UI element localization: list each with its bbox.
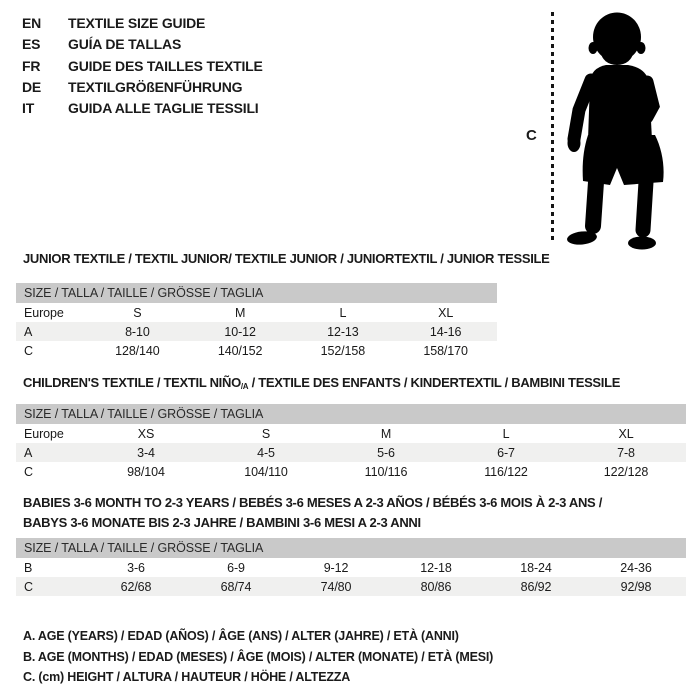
row-label: A <box>24 324 33 339</box>
size-cell: 4-5 <box>257 445 275 460</box>
height-measure-dotted-line <box>551 12 554 244</box>
size-cell: 92/98 <box>620 579 652 594</box>
language-row <box>22 98 263 119</box>
size-cell: 7-8 <box>617 445 635 460</box>
size-cell: 98/104 <box>127 464 165 479</box>
size-cell: 3-6 <box>127 560 145 575</box>
language-row <box>22 77 263 98</box>
table-row <box>16 424 686 443</box>
section-heading-babies <box>23 493 602 533</box>
size-guide-header: SIZE / TALLA / TAILLE / GRÖSSE / TAGLIA <box>16 283 497 303</box>
babies-size-table <box>16 538 686 596</box>
language-code: ES <box>22 36 41 53</box>
size-cell: 8-10 <box>125 324 150 339</box>
size-cell: 14-16 <box>429 324 462 339</box>
size-cell: 158/170 <box>423 343 468 358</box>
children-heading-subscript: /A <box>240 382 249 391</box>
size-cell: 18-24 <box>520 560 552 575</box>
size-cell: L <box>502 426 510 441</box>
section-heading-children <box>23 375 620 391</box>
row-label: Europe <box>24 426 64 441</box>
size-cell: 152/158 <box>320 343 366 358</box>
toddler-silhouette-image <box>560 0 700 250</box>
children-heading-text: / TEXTILE DES ENFANTS / KINDERTEXTIL / BAMBINI TESSILE <box>248 375 621 390</box>
table-row <box>16 577 686 596</box>
footnotes <box>23 626 493 688</box>
language-code: FR <box>22 57 41 74</box>
size-cell: 5-6 <box>377 445 395 460</box>
size-cell: 10-12 <box>224 324 256 339</box>
table-row <box>16 341 497 360</box>
size-cell: XS <box>137 426 155 441</box>
size-guide-header: SIZE / TALLA / TAILLE / GRÖSSE / TAGLIA <box>16 538 686 558</box>
language-legend <box>22 13 263 119</box>
footnote-c: C. (cm) HEIGHT / ALTURA / HAUTEUR / HÖHE / ALTEZZA <box>23 670 351 685</box>
footnote-a: A. AGE (YEARS) / EDAD (AÑOS) / ÂGE (ANS) / ALTER (JAHRE) / ETÀ (ANNI) <box>23 629 459 643</box>
size-cell: S <box>261 426 271 441</box>
language-title: GUÍA DE TALLAS <box>68 36 182 53</box>
language-code: DE <box>22 78 42 95</box>
size-cell: 104/110 <box>244 464 288 479</box>
size-cell: 128/140 <box>115 343 160 358</box>
babies-heading-line1: BABIES 3-6 MONTH TO 2-3 YEARS / BEBÉS 3-6 MESES A 2-3 AÑOS / BÉBÉS 3-6 MOIS À 2-3 ANS / <box>23 495 603 510</box>
table-row <box>16 462 686 481</box>
children-size-table <box>16 404 686 481</box>
size-cell: XL <box>438 305 454 320</box>
language-title: TEXTILGRÖßENFÜHRUNG <box>68 78 243 95</box>
row-label: C <box>24 343 33 358</box>
size-cell: 12-18 <box>420 560 452 575</box>
language-row <box>22 56 263 77</box>
height-measure-label: C <box>526 127 537 144</box>
language-title: GUIDE DES TAILLES TEXTILE <box>68 57 263 74</box>
language-title: GUIDA ALLE TAGLIE TESSILI <box>68 100 259 117</box>
size-cell: 140/152 <box>217 343 263 358</box>
size-cell: 86/92 <box>520 579 552 594</box>
section-heading-junior: JUNIOR TEXTILE / TEXTIL JUNIOR/ TEXTILE JUNIOR / JUNIORTEXTIL / JUNIOR TESSILE <box>23 251 550 266</box>
language-code: IT <box>22 100 35 117</box>
size-cell: 24-36 <box>620 560 652 575</box>
row-label: Europe <box>24 305 64 320</box>
table-row <box>16 303 497 322</box>
row-label: A <box>24 445 33 460</box>
table-row <box>16 322 497 341</box>
size-cell: 12-13 <box>327 324 359 339</box>
size-cell: 116/122 <box>484 464 528 479</box>
junior-size-table <box>16 283 497 360</box>
size-cell: 9-12 <box>323 560 349 575</box>
footnote-b: B. AGE (MONTHS) / EDAD (MESES) / ÂGE (MOIS) / ALTER (MONATE) / ETÀ (MESI) <box>23 649 494 664</box>
row-label: C <box>24 464 33 479</box>
row-label: B <box>24 560 33 575</box>
size-cell: XL <box>618 426 634 441</box>
language-code: EN <box>22 15 42 31</box>
size-cell: 6-9 <box>227 560 245 575</box>
size-cell: 68/74 <box>220 579 252 594</box>
size-cell: L <box>339 305 347 320</box>
size-cell: S <box>133 305 142 320</box>
size-cell: M <box>234 305 246 320</box>
language-row <box>22 34 263 55</box>
table-row <box>16 558 686 577</box>
language-row <box>22 13 263 34</box>
size-cell: 110/116 <box>364 464 408 479</box>
size-guide-header: SIZE / TALLA / TAILLE / GRÖSSE / TAGLIA <box>16 404 686 424</box>
size-cell: 122/128 <box>603 464 649 479</box>
row-label: C <box>24 579 33 594</box>
size-cell: 80/86 <box>420 579 452 594</box>
size-cell: 62/68 <box>120 579 152 594</box>
size-cell: M <box>380 426 392 441</box>
size-cell: 3-4 <box>137 445 155 460</box>
size-cell: 74/80 <box>320 579 352 594</box>
language-title: TEXTILE SIZE GUIDE <box>68 15 206 31</box>
size-cell: 6-7 <box>497 445 515 460</box>
babies-heading-line2: BABYS 3-6 MONATE BIS 2-3 JAHRE / BAMBINI 3-6 MESI A 2-3 ANNI <box>23 515 421 530</box>
children-heading-text: CHILDREN'S TEXTILE / TEXTIL NIÑO <box>23 375 241 390</box>
table-row <box>16 443 686 462</box>
